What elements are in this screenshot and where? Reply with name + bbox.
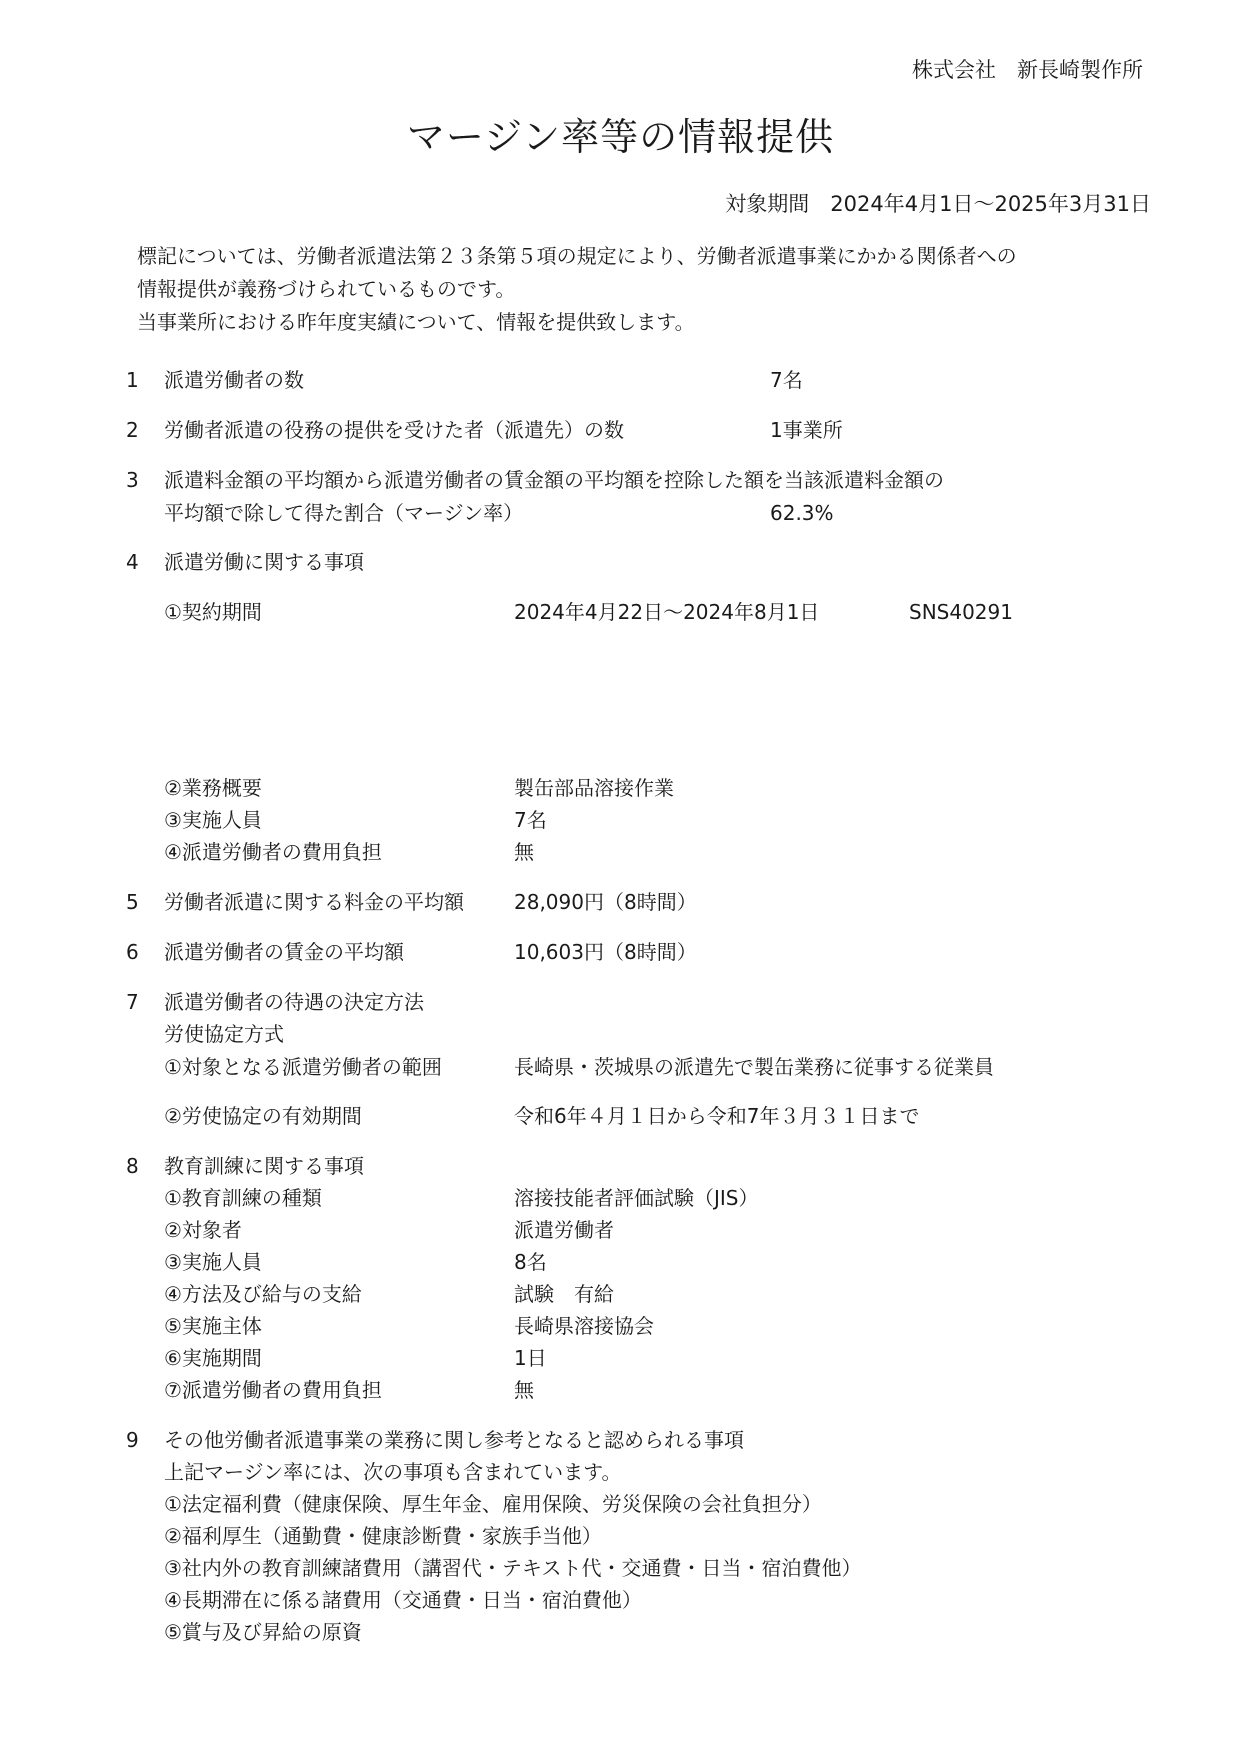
s8-item-label: ②対象者 xyxy=(164,1218,242,1242)
section-5-number: 5 xyxy=(126,890,139,914)
s8-item-label: ④方法及び給与の支給 xyxy=(164,1282,362,1306)
s9-line: ③社内外の教育訓練諸費用（講習代・テキスト代・交通費・日当・宿泊費他） xyxy=(164,1556,862,1580)
section-6-number: 6 xyxy=(126,940,139,964)
section-9-number: 9 xyxy=(126,1428,139,1452)
section-6-label: 派遣労働者の賃金の平均額 xyxy=(164,940,404,964)
section-3-line-1: 派遣料金額の平均額から派遣労働者の賃金額の平均額を控除した額を当該派遣料金額の xyxy=(164,468,944,492)
section-3-line-2: 平均額で除して得た割合（マージン率） xyxy=(164,501,524,525)
s8-item-value: 試験 有給 xyxy=(514,1282,614,1306)
section-3-number: 3 xyxy=(126,468,139,492)
s4-item-value: 7名 xyxy=(514,808,547,832)
s7-item-value: 令和6年４月１日から令和7年３月３１日まで xyxy=(514,1104,920,1128)
section-9-label: その他労働者派遣事業の業務に関し参考となると認められる事項 xyxy=(164,1428,744,1452)
s4-item-label: ③実施人員 xyxy=(164,808,262,832)
section-2-number: 2 xyxy=(126,418,139,442)
section-5-label: 労働者派遣に関する料金の平均額 xyxy=(164,890,464,914)
section-1-label: 派遣労働者の数 xyxy=(164,368,304,392)
intro-line-2: 情報提供が義務づけられているものです。 xyxy=(137,277,516,301)
s4-item-label: ④派遣労働者の費用負担 xyxy=(164,840,382,864)
s8-item-value: 1日 xyxy=(514,1346,547,1370)
s9-line: ②福利厚生（通勤費・健康診断費・家族手当他） xyxy=(164,1524,602,1548)
contract-period-label: ①契約期間 xyxy=(164,600,262,624)
section-2-label: 労働者派遣の役務の提供を受けた者（派遣先）の数 xyxy=(164,418,624,442)
contract-code: SNS40291 xyxy=(909,600,1013,624)
section-7-label: 派遣労働者の待遇の決定方法 xyxy=(164,990,424,1014)
s8-item-label: ①教育訓練の種類 xyxy=(164,1186,322,1210)
section-8-number: 8 xyxy=(126,1154,139,1178)
company-name: 株式会社 新長崎製作所 xyxy=(912,58,1143,82)
section-2-value: 1事業所 xyxy=(770,418,843,442)
s8-item-value: 溶接技能者評価試験（JIS） xyxy=(514,1186,759,1210)
section-4-label: 派遣労働に関する事項 xyxy=(164,550,364,574)
s8-item-value: 長崎県溶接協会 xyxy=(514,1314,654,1338)
section-5-value: 28,090円（8時間） xyxy=(514,890,697,914)
s7-item-label: ②労使協定の有効期間 xyxy=(164,1104,362,1128)
s9-line: ①法定福利費（健康保険、厚生年金、雇用保険、労災保険の会社負担分） xyxy=(164,1492,822,1516)
s9-line: 上記マージン率には、次の事項も含まれています。 xyxy=(164,1460,622,1484)
section-4-number: 4 xyxy=(126,550,139,574)
s4-item-value: 製缶部品溶接作業 xyxy=(514,776,674,800)
document-title: マージン率等の情報提供 xyxy=(406,115,835,159)
section-1-value: 7名 xyxy=(770,368,803,392)
s8-item-value: 無 xyxy=(514,1378,534,1402)
s8-item-label: ⑦派遣労働者の費用負担 xyxy=(164,1378,382,1402)
s9-line: ④長期滞在に係る諸費用（交通費・日当・宿泊費他） xyxy=(164,1588,642,1612)
s7-item-label: ①対象となる派遣労働者の範囲 xyxy=(164,1055,442,1079)
contract-period-value: 2024年4月22日～2024年8月1日 xyxy=(514,600,820,624)
s9-line: ⑤賞与及び昇給の原資 xyxy=(164,1620,362,1644)
s8-item-value: 8名 xyxy=(514,1250,547,1274)
s7-item-value: 長崎県・茨城県の派遣先で製缶業務に従事する従業員 xyxy=(514,1055,994,1079)
section-1-number: 1 xyxy=(126,368,139,392)
s8-item-label: ⑥実施期間 xyxy=(164,1346,262,1370)
section-3-value: 62.3% xyxy=(770,501,834,525)
s8-item-value: 派遣労働者 xyxy=(514,1218,614,1242)
target-period: 対象期間 2024年4月1日～2025年3月31日 xyxy=(725,192,1151,216)
agreement-method: 労使協定方式 xyxy=(164,1022,284,1046)
section-6-value: 10,603円（8時間） xyxy=(514,940,697,964)
intro-line-1: 標記については、労働者派遣法第２３条第５項の規定により、労働者派遣事業にかかる関係者への xyxy=(137,244,1017,268)
section-8-label: 教育訓練に関する事項 xyxy=(164,1154,364,1178)
s8-item-label: ③実施人員 xyxy=(164,1250,262,1274)
s8-item-label: ⑤実施主体 xyxy=(164,1314,262,1338)
s4-item-label: ②業務概要 xyxy=(164,776,262,800)
s4-item-value: 無 xyxy=(514,840,534,864)
section-7-number: 7 xyxy=(126,990,139,1014)
intro-line-3: 当事業所における昨年度実績について、情報を提供致します。 xyxy=(137,310,695,334)
